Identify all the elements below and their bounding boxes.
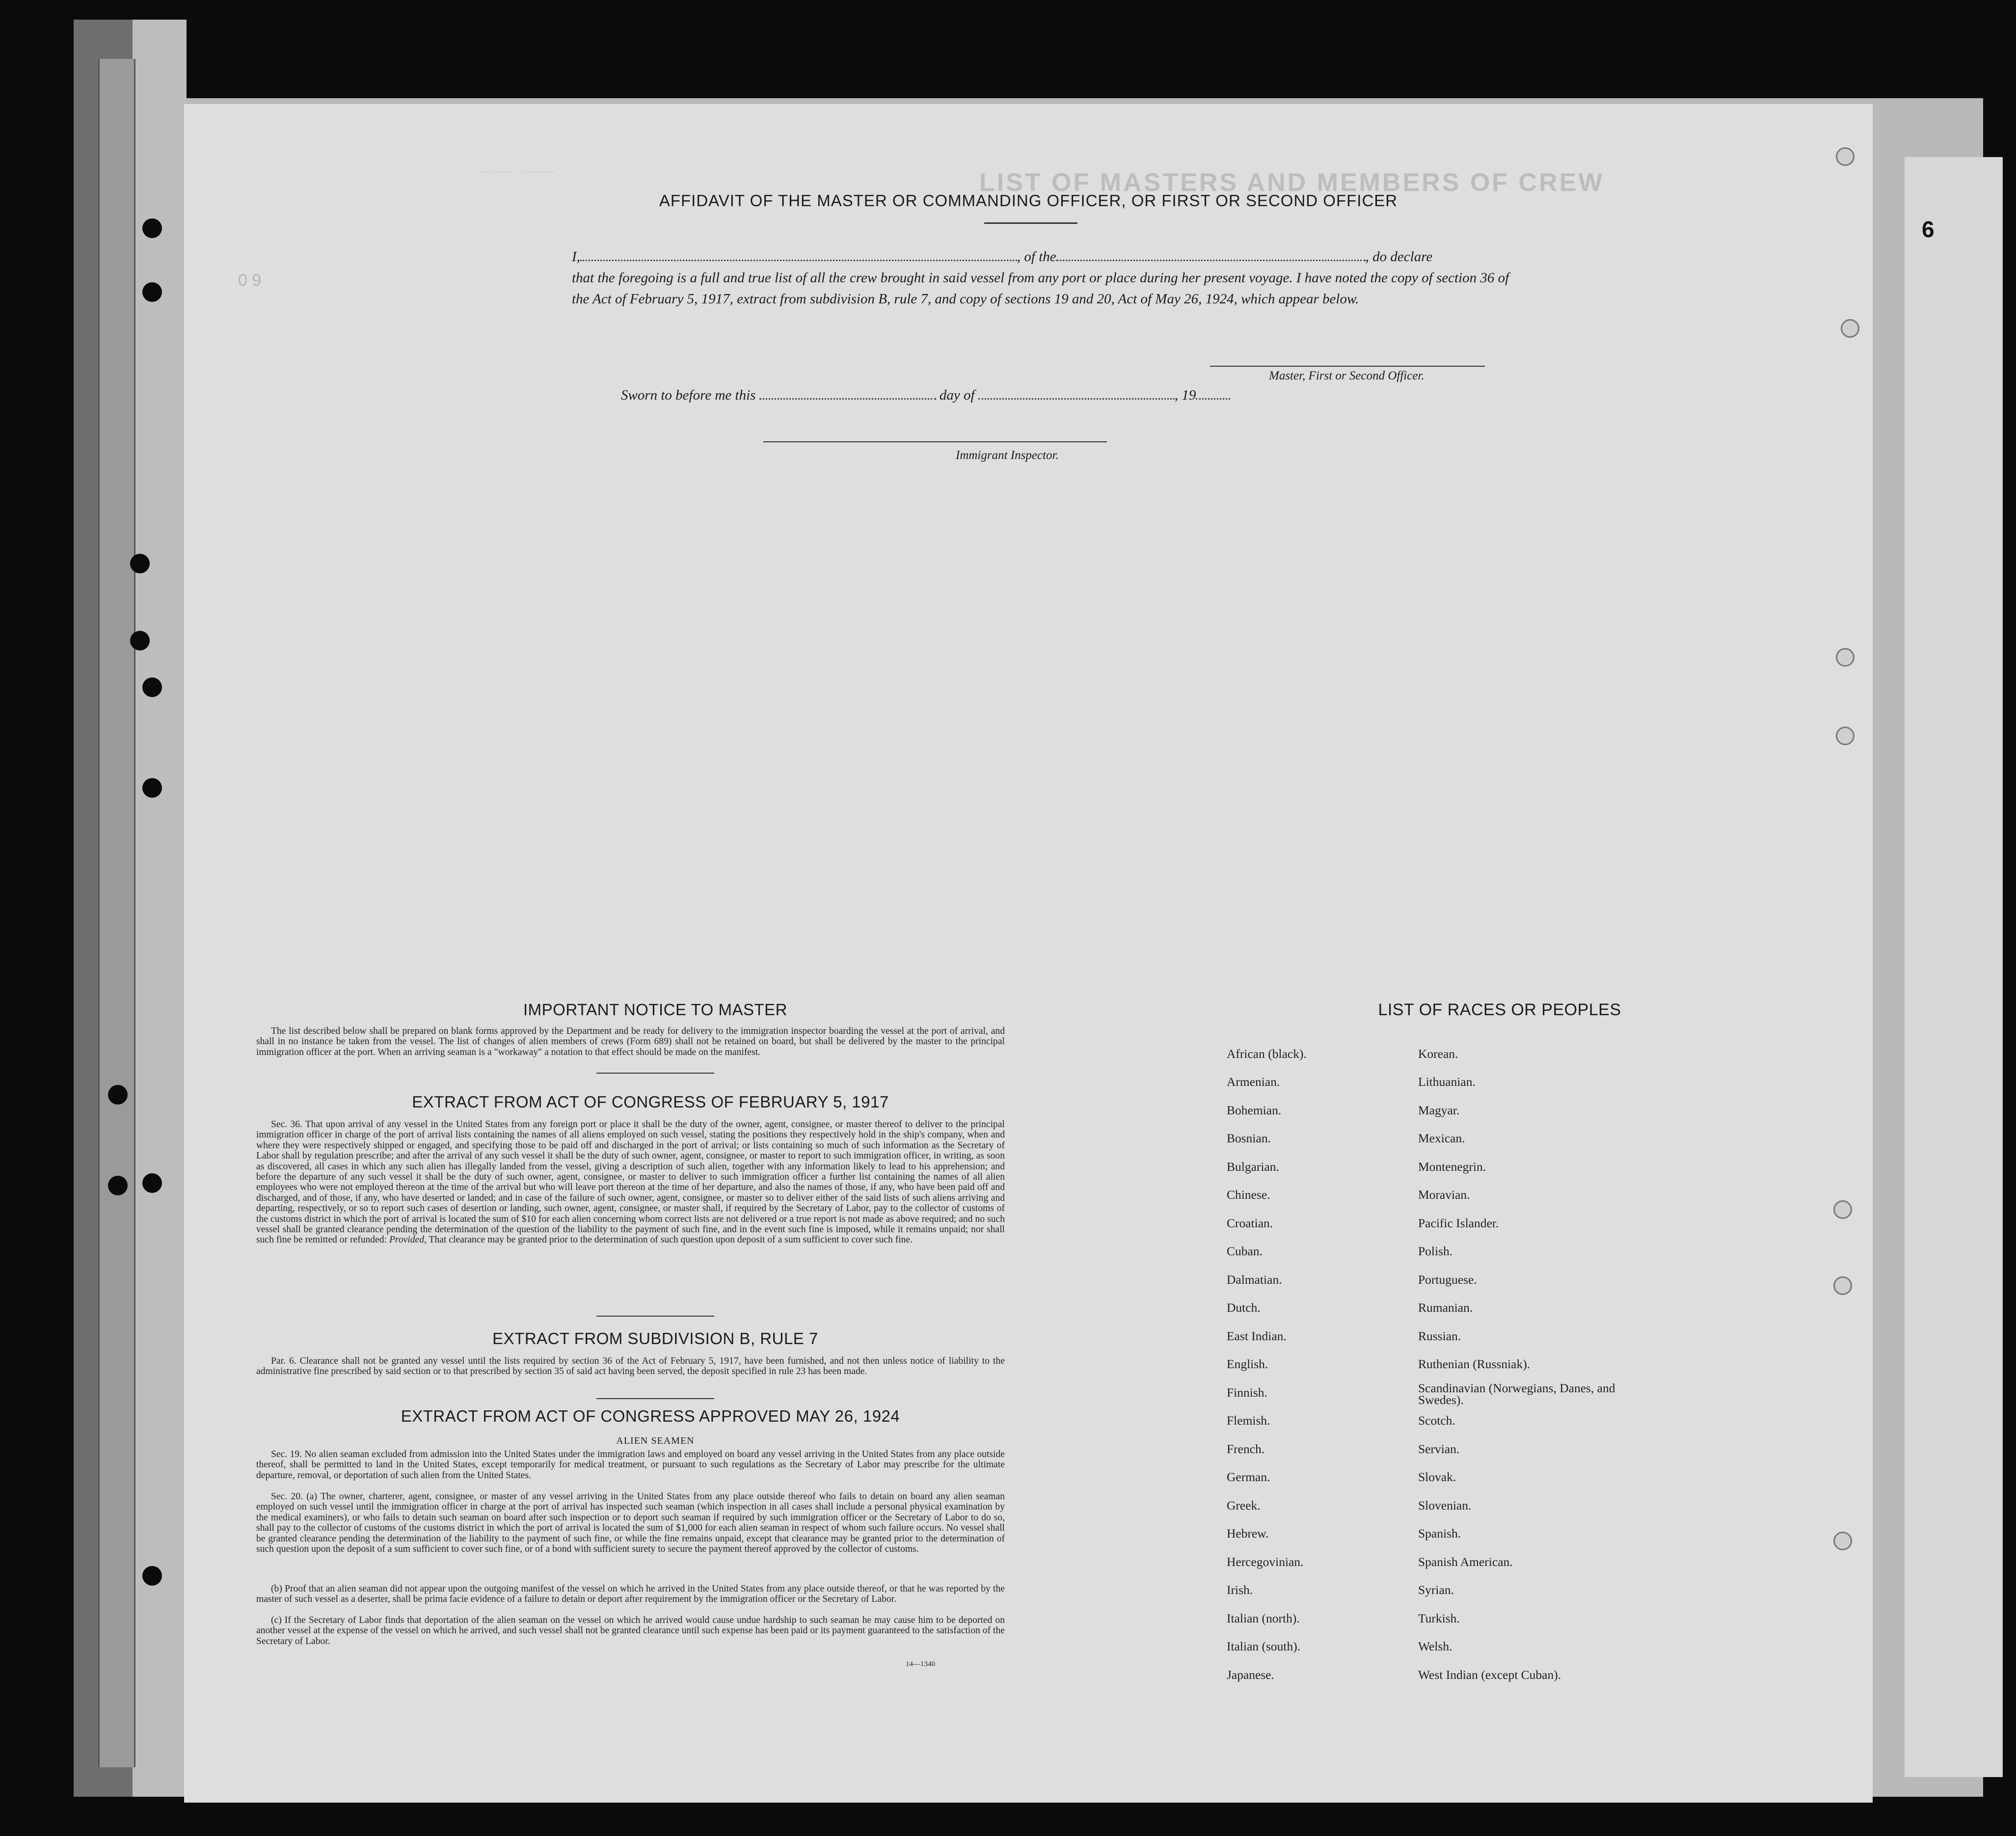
inspector-signature-line[interactable] — [763, 441, 1107, 442]
race-item: Pacific Islander. — [1418, 1216, 1499, 1230]
race-item: Spanish American. — [1418, 1555, 1513, 1569]
race-item: Portuguese. — [1418, 1272, 1477, 1287]
race-item: Spanish. — [1418, 1526, 1461, 1540]
binding-tab — [98, 59, 135, 1767]
race-item: Armenian. — [1227, 1075, 1280, 1089]
affidavit-i: I, — [572, 249, 580, 265]
sworn-line — [621, 385, 1505, 406]
race-item: Italian (south). — [1227, 1639, 1301, 1653]
race-item: African (black). — [1227, 1047, 1307, 1061]
vessel-blank[interactable] — [1056, 249, 1366, 261]
section-rule — [596, 1073, 714, 1074]
sworn-day-blank[interactable] — [759, 387, 936, 400]
back-sheet-edge — [1905, 157, 2003, 1777]
sworn-day-label: day of — [939, 387, 975, 403]
sec-36-end: That clearance may be granted prior to the determination of such question upon deposit of a sum sufficient to cover such fine. — [429, 1235, 913, 1245]
race-item: Flemish. — [1227, 1413, 1270, 1428]
race-item: Italian (north). — [1227, 1611, 1300, 1625]
race-item: Bosnian. — [1227, 1131, 1271, 1145]
race-item: Syrian. — [1418, 1583, 1454, 1597]
affidavit-declaration-line — [572, 246, 1509, 268]
sworn-prefix: Sworn to before me this — [621, 387, 756, 403]
binding-hole — [142, 1566, 162, 1586]
name-blank[interactable] — [580, 249, 1017, 261]
binding-hole — [142, 282, 162, 302]
race-item: Turkish. — [1418, 1611, 1460, 1625]
binding-hole — [142, 218, 162, 238]
race-item: Croatian. — [1227, 1216, 1273, 1230]
manifest-page — [184, 104, 1873, 1803]
punch-hole — [1833, 1276, 1852, 1295]
affidavit-body: that the foregoing is a full and true list of all the crew brought in said vessel from any port or place during her present voyage. I have noted the copy of section 36 of the Act of February 5, 1917, extract from subdivision B, rule 7, and copy of sections 19 and 20, Act of May 26, 1924, which appear below. — [572, 270, 1509, 307]
sec-20c-para: (c) If the Secretary of Labor finds that deportation of the alien seaman on the vessel on which he arrived would cause undue hardship to such seaman he may cause him to be deported on another vessel at the expense of the vessel on which he arrived, and such vessel shall not be granted clearance until such expense has been paid or its payment guaranteed to the satisfaction of the Secretary of Labor. — [256, 1615, 1005, 1647]
race-item: Lithuanian. — [1418, 1075, 1476, 1089]
race-item: Slovenian. — [1418, 1498, 1472, 1512]
binding-hole — [142, 778, 162, 798]
title-rule — [984, 222, 1077, 224]
extract-1917-body — [256, 1119, 1005, 1245]
punch-hole — [1833, 1532, 1852, 1550]
race-item: Chinese. — [1227, 1188, 1270, 1202]
master-label: Master, First or Second Officer. — [1269, 369, 1425, 382]
race-item: Polish. — [1418, 1244, 1453, 1258]
inspector-label: Immigrant Inspector. — [956, 449, 1059, 462]
sec-36-text: That upon arrival of any vessel in the United States from any foreign port or place it shall be the duty of the owner, agent, consignee, or master thereof to deliver to the principal immigration officer in charge of the port of arrival lists containing the names of all aliens employed on such vessel, stating the positions they respectively hold in the ship's company, when and where they were respectively shipped or engaged, and specifying those to be paid off and discharged in the port of arrival; or lists containing so much of such information as the Secretary of Labor shall by regulation prescribe; and after the arrival of any such vessel it shall be the duty of such owner, agent, consignee, or master to report to such immigration officer, in writing, as soon as discovered, all cases in which any such alien has illegally landed from the vessel, giving a description of such alien, together with any information likely to lead to his apprehension; and before the departure of any such vessel it shall be the duty of such owner, agent, consignee, or master to deliver to such immigration officer a further list containing the names of all alien employees who were not employed thereon at the time of the arrival but who will leave port thereon at the time of her departure, and also the names of those, if any, who have been paid off and discharged, and of those, if any, who have deserted or landed; and in case of the failure of such owner, agent, consignee, or master so to deliver either of the said lists of such aliens arriving and departing, respectively, or so to report such cases of desertion or landing, such owner, agent, consignee, or master shall, if required by the Secretary of Labor, pay to the collector of customs of the customs district in which the port of arrival is located the sum of $10 for each alien concerning whom correct lists are not delivered or a true report is not made as above required; and no such vessel shall be granted clearance pending the determination of the question of the liability to the payment of such fine, and in the event such fine is imposed, while it remains unpaid; nor shall such fine be remitted or refunded: — [256, 1119, 1005, 1245]
binding-hole — [142, 1173, 162, 1193]
show-through-text: _____ _____ — [479, 163, 558, 174]
race-item: Welsh. — [1418, 1639, 1452, 1653]
punch-hole — [1836, 147, 1855, 166]
notice-body: The list described below shall be prepared on blank forms approved by the Department and be ready for delivery to the immigration inspector boarding the vessel at the port of arrival, and shall in no instance be taken from the vessel. The list of changes of alien members of crews (Form 689) shall not be retained on board, but shall be delivered by the master to the principal immigration officer at the port. When an arriving seaman is a "workaway" a notation to that effect should be made on the manifest. — [256, 1026, 1005, 1057]
extract-rule7-title: EXTRACT FROM SUBDIVISION B, RULE 7 — [492, 1329, 818, 1348]
race-item: English. — [1227, 1357, 1268, 1371]
race-item: Scandinavian (Norwegians, Danes, and Swedes). — [1418, 1381, 1615, 1407]
sec-20a-text: (a) The owner, charterer, agent, consignee, or master of any vessel arriving in the United States from any place outside thereof who fails to detain on board any alien seaman employed on such vessel until the immigration officer in charge at the port of arrival has inspected such seaman (which inspection in all cases shall include a personal physical examination by the medical examiners), or who fails to detain such seaman on board after such inspection or to deport such seaman if required by such immigration officer or the Secretary of Labor to do so, shall pay to the collector of customs of the customs district in which the port of arrival is located the sum of $1,000 for each alien seaman in respect of whom such failure occurs. No vessel shall be granted clearance pending the determination of the liability to the payment of such fine, or while the fine remains unpaid, except that clearance may be granted prior to the determination of such question upon the deposit of a sum sufficient to cover such fine, or of a bond with sufficient surety to secure the payment thereof approved by the collector of customs. — [256, 1491, 1005, 1555]
sec-19-label: Sec. 19. — [271, 1449, 302, 1459]
affidavit-declare: , do declare — [1365, 249, 1433, 265]
race-item: Dutch. — [1227, 1300, 1261, 1315]
extract-1917-title: EXTRACT FROM ACT OF CONGRESS OF FEBRUARY 5, 1917 — [412, 1093, 889, 1111]
race-item: Hebrew. — [1227, 1526, 1269, 1540]
race-item: Irish. — [1227, 1583, 1253, 1597]
race-item: Korean. — [1418, 1047, 1458, 1061]
extract-1924-title: EXTRACT FROM ACT OF CONGRESS APPROVED MAY 26, 1924 — [401, 1407, 900, 1425]
race-item: Moravian. — [1418, 1188, 1470, 1202]
margin-number: 0 9 — [238, 271, 262, 290]
sec-36-label: Sec. 36. — [271, 1119, 302, 1130]
section-rule — [596, 1398, 714, 1399]
race-item: Russian. — [1418, 1329, 1461, 1343]
form-number: 14—1340 — [906, 1660, 935, 1668]
race-item: Magyar. — [1418, 1103, 1460, 1117]
race-item: Japanese. — [1227, 1668, 1274, 1682]
race-item: Cuban. — [1227, 1244, 1263, 1258]
race-item: Greek. — [1227, 1498, 1261, 1512]
sec-20a-para — [256, 1491, 1005, 1554]
sworn-year-blank[interactable] — [1196, 387, 1230, 400]
binding-hole — [130, 554, 150, 573]
sec-19-text: No alien seaman excluded from admission into the United States under the immigration laws and employed on board any vessel arriving in the United States from any place outside thereof, shall be permitted to land in the United States, except temporarily for medical treatment, or pursuant to such regulations as the Secretary of Labor may prescribe for the ultimate departure, removal, or deportation of such alien from the United States. — [256, 1449, 1005, 1481]
race-item: German. — [1227, 1470, 1270, 1484]
extract-rule7-body: Par. 6. Clearance shall not be granted any vessel until the lists required by section 36 of the Act of February 5, 1917, have been furnished, and not then unless notice of liability to the administrative fine prescribed by said section or to that prescribed by section 35 of said act having been served, the deposit specified in rule 23 has been made. — [256, 1356, 1005, 1377]
sec-20-label: Sec. 20. — [271, 1491, 303, 1502]
race-item: Ruthenian (Russniak). — [1418, 1357, 1531, 1371]
race-item: Rumanian. — [1418, 1300, 1473, 1315]
sworn-year-label: , 19 — [1174, 387, 1196, 403]
race-item: West Indian (except Cuban). — [1418, 1668, 1561, 1682]
binding-hole — [108, 1176, 128, 1195]
show-through-heading: LIST OF MASTERS AND MEMBERS OF CREW — [979, 168, 1605, 197]
binding-hole — [130, 631, 150, 650]
race-item: Servian. — [1418, 1442, 1460, 1456]
race-item: Bulgarian. — [1227, 1160, 1279, 1174]
race-item: Slovak. — [1418, 1470, 1456, 1484]
punch-hole — [1841, 319, 1859, 338]
section-rule — [596, 1316, 714, 1317]
affidavit-of-the: , of the — [1017, 249, 1056, 265]
sec-19-para — [256, 1449, 1005, 1481]
race-item: Bohemian. — [1227, 1103, 1282, 1117]
race-item: Mexican. — [1418, 1131, 1465, 1145]
provided-word: Provided, — [389, 1235, 427, 1245]
master-signature-line[interactable] — [1210, 366, 1485, 367]
race-item: Hercegovinian. — [1227, 1555, 1304, 1569]
race-item: Dalmatian. — [1227, 1272, 1282, 1287]
race-item: Finnish. — [1227, 1385, 1267, 1400]
binding-hole — [142, 677, 162, 697]
notice-title: IMPORTANT NOTICE TO MASTER — [523, 1000, 787, 1019]
race-item: Scotch. — [1418, 1413, 1455, 1428]
punch-hole — [1833, 1200, 1852, 1219]
affidavit-title: AFFIDAVIT OF THE MASTER OR COMMANDING OFFICER, OR FIRST OR SECOND OFFICER — [659, 191, 1398, 210]
races-title: LIST OF RACES OR PEOPLES — [1378, 1000, 1621, 1019]
alien-seamen-subtitle: ALIEN SEAMEN — [616, 1435, 695, 1446]
race-item: French. — [1227, 1442, 1265, 1456]
punch-hole — [1836, 727, 1855, 745]
sworn-month-blank[interactable] — [978, 387, 1175, 400]
race-item: East Indian. — [1227, 1329, 1287, 1343]
punch-hole — [1836, 648, 1855, 667]
page-number: 6 — [1922, 216, 1935, 242]
race-item: Montenegrin. — [1418, 1160, 1486, 1174]
binding-hole — [108, 1085, 128, 1105]
sec-20b-para: (b) Proof that an alien seaman did not appear upon the outgoing manifest of the vessel on which he arrived in the United States from any place outside thereof, or that he was reported by the master of such vessel as a deserter, shall be prima facie evidence of a failure to detain or deport after requirement by the immigration officer or the Secretary of Labor. — [256, 1584, 1005, 1605]
